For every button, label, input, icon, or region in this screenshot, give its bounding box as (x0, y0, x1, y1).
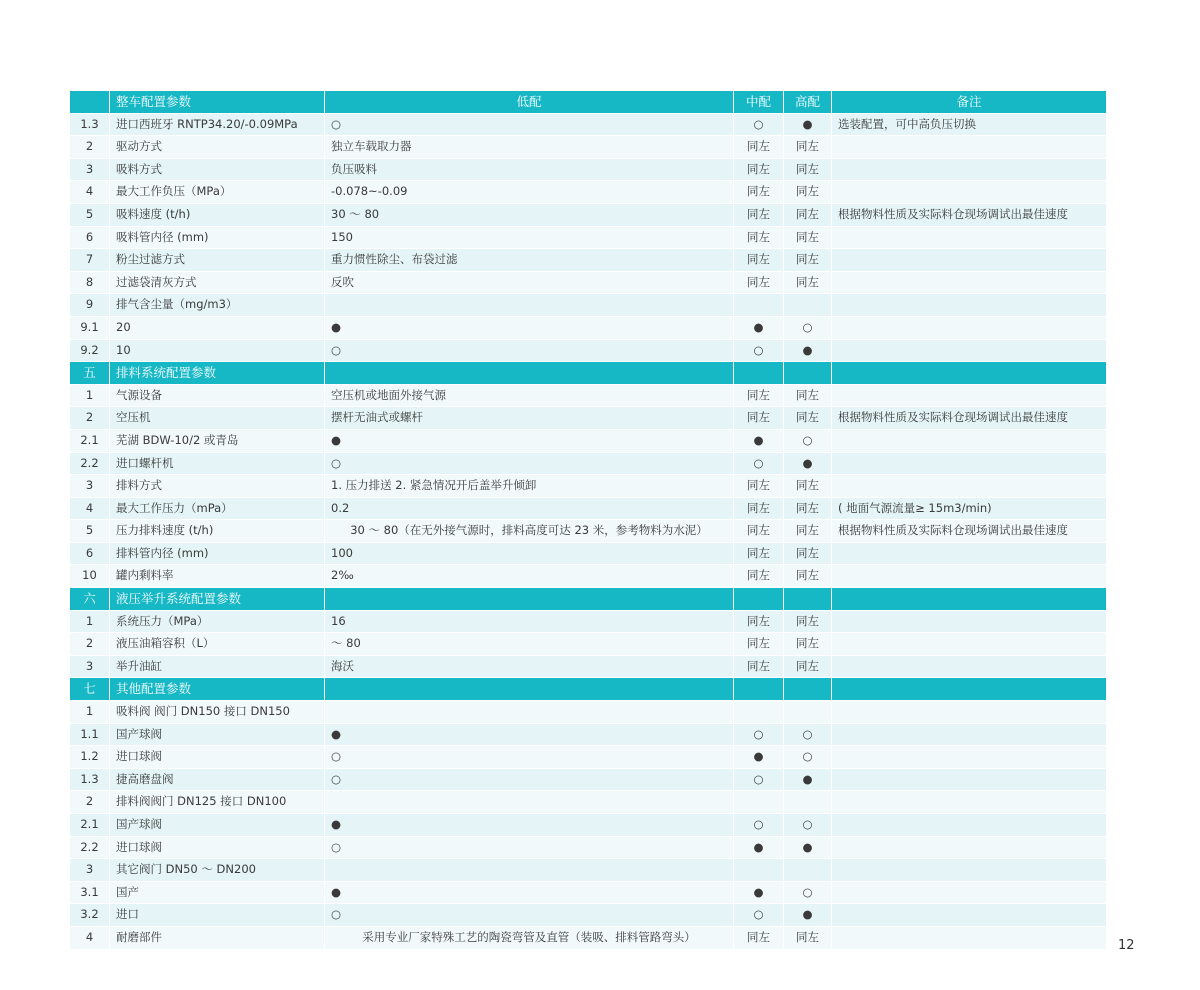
row-low-config: ○ (325, 904, 734, 927)
row-high-config: 同左 (784, 159, 832, 182)
row-number: 1 (70, 611, 110, 634)
row-number: 9 (70, 294, 110, 317)
row-note (832, 904, 1106, 927)
table-row (70, 904, 1106, 927)
page-number: 12 (1118, 938, 1135, 953)
row-note (832, 294, 1106, 317)
row-low-config: 100 (325, 543, 734, 566)
row-low-config: 独立车载取力器 (325, 136, 734, 159)
section-empty (784, 362, 832, 385)
table-row (70, 746, 1106, 769)
row-high-config: ○ (784, 746, 832, 769)
row-item-name: 吸料速度 (t/h) (110, 204, 325, 227)
row-number: 3.1 (70, 882, 110, 905)
row-note (832, 136, 1106, 159)
row-item-name: 排料管内径 (mm) (110, 543, 325, 566)
row-mid-config: ○ (734, 904, 784, 927)
row-note (832, 543, 1106, 566)
row-mid-config: 同左 (734, 656, 784, 679)
row-mid-config: 同左 (734, 498, 784, 521)
row-number: 2.1 (70, 814, 110, 837)
row-mid-config: 同左 (734, 520, 784, 543)
row-mid-config: ○ (734, 114, 784, 137)
row-low-config: 海沃 (325, 656, 734, 679)
row-number: 4 (70, 181, 110, 204)
row-note (832, 633, 1106, 656)
row-note (832, 611, 1106, 634)
row-item-name: 进口球阀 (110, 746, 325, 769)
row-high-config: ● (784, 837, 832, 860)
table-row (70, 724, 1106, 747)
row-number: 1 (70, 701, 110, 724)
row-number: 1.3 (70, 114, 110, 137)
row-mid-config: 同左 (734, 249, 784, 272)
row-high-config (784, 791, 832, 814)
row-mid-config (734, 791, 784, 814)
row-item-name: 最大工作压力（mPa） (110, 498, 325, 521)
row-item-name: 系统压力（MPa） (110, 611, 325, 634)
section-title: 排料系统配置参数 (110, 362, 325, 385)
row-note (832, 159, 1106, 182)
row-number: 6 (70, 227, 110, 250)
row-item-name: 粉尘过滤方式 (110, 249, 325, 272)
row-mid-config: ○ (734, 769, 784, 792)
row-low-config: 1. 压力排送 2. 紧急情况开后盖举升倾卸 (325, 475, 734, 498)
table-row (70, 475, 1106, 498)
row-high-config: 同左 (784, 611, 832, 634)
row-item-name: 空压机 (110, 407, 325, 430)
row-item-name: 过滤袋清灰方式 (110, 272, 325, 295)
row-mid-config: ○ (734, 340, 784, 363)
row-item-name: 耐磨部件 (110, 927, 325, 950)
table-row (70, 520, 1106, 543)
row-note (832, 791, 1106, 814)
section-header-row (70, 362, 1106, 385)
row-low-config: ○ (325, 340, 734, 363)
row-item-name: 10 (110, 340, 325, 363)
row-high-config: 同左 (784, 498, 832, 521)
row-high-config: ○ (784, 814, 832, 837)
row-item-name: 罐内剩料率 (110, 565, 325, 588)
row-number: 2 (70, 633, 110, 656)
row-low-config: ○ (325, 769, 734, 792)
row-low-config (325, 791, 734, 814)
row-high-config: ● (784, 904, 832, 927)
table-row (70, 136, 1106, 159)
row-low-config: 16 (325, 611, 734, 634)
row-note (832, 227, 1106, 250)
row-note (832, 317, 1106, 340)
header-mid: 中配 (734, 91, 784, 114)
section-empty (832, 588, 1106, 611)
row-low-config (325, 701, 734, 724)
row-note (832, 340, 1106, 363)
table-row (70, 633, 1106, 656)
row-low-config: ● (325, 814, 734, 837)
row-note (832, 249, 1106, 272)
row-item-name: 气源设备 (110, 385, 325, 408)
row-low-config: ○ (325, 837, 734, 860)
row-number: 2 (70, 407, 110, 430)
section-empty (325, 362, 734, 385)
section-empty (734, 588, 784, 611)
row-low-config: ～ 80 (325, 633, 734, 656)
table-row (70, 882, 1106, 905)
table-row (70, 791, 1106, 814)
row-mid-config: 同左 (734, 407, 784, 430)
row-high-config: ● (784, 769, 832, 792)
row-note (832, 724, 1106, 747)
row-note (832, 837, 1106, 860)
row-item-name: 进口球阀 (110, 837, 325, 860)
row-note (832, 453, 1106, 476)
row-number: 7 (70, 249, 110, 272)
row-low-config: 150 (325, 227, 734, 250)
row-number: 4 (70, 498, 110, 521)
row-number: 9.2 (70, 340, 110, 363)
row-low-config: 负压吸料 (325, 159, 734, 182)
row-mid-config (734, 859, 784, 882)
row-number: 1 (70, 385, 110, 408)
row-low-config: 反吹 (325, 272, 734, 295)
row-mid-config: 同左 (734, 633, 784, 656)
row-mid-config: 同左 (734, 927, 784, 950)
section-num: 七 (70, 678, 110, 701)
row-note: 根据物料性质及实际料仓现场调试出最佳速度 (832, 407, 1106, 430)
row-item-name: 国产球阀 (110, 814, 325, 837)
row-number: 2.2 (70, 453, 110, 476)
table-row (70, 407, 1106, 430)
row-note (832, 882, 1106, 905)
row-note: ( 地面气源流量≥ 15m3/min) (832, 498, 1106, 521)
row-note: 选装配置，可中高负压切换 (832, 114, 1106, 137)
row-mid-config: ● (734, 882, 784, 905)
row-note (832, 475, 1106, 498)
row-item-name: 举升油缸 (110, 656, 325, 679)
row-low-config: 30 ～ 80 (325, 204, 734, 227)
table-row (70, 453, 1106, 476)
row-mid-config: ○ (734, 814, 784, 837)
row-item-name: 进口西班牙 RNTP34.20/-0.09MPa (110, 114, 325, 137)
row-mid-config: ○ (734, 453, 784, 476)
row-mid-config: 同左 (734, 475, 784, 498)
section-empty (832, 362, 1106, 385)
row-high-config: 同左 (784, 227, 832, 250)
row-note (832, 385, 1106, 408)
table-row (70, 181, 1106, 204)
row-high-config: ● (784, 453, 832, 476)
row-item-name: 排气含尘量（mg/m3） (110, 294, 325, 317)
row-note (832, 181, 1106, 204)
row-high-config (784, 294, 832, 317)
row-item-name: 排料阀阀门 DN125 接口 DN100 (110, 791, 325, 814)
row-number: 3 (70, 656, 110, 679)
row-high-config: 同左 (784, 272, 832, 295)
row-item-name: 吸料方式 (110, 159, 325, 182)
row-number: 3 (70, 159, 110, 182)
row-number: 5 (70, 204, 110, 227)
row-high-config: 同左 (784, 136, 832, 159)
row-note (832, 272, 1106, 295)
row-high-config: 同左 (784, 204, 832, 227)
section-num: 五 (70, 362, 110, 385)
row-low-config: -0.078~-0.09 (325, 181, 734, 204)
row-low-config: 30 ～ 80（在无外接气源时，排料高度可达 23 米，参考物料为水泥） (325, 520, 734, 543)
row-item-name: 驱动方式 (110, 136, 325, 159)
section-header-row (70, 678, 1106, 701)
row-mid-config: ○ (734, 724, 784, 747)
row-mid-config: ● (734, 837, 784, 860)
row-high-config: 同左 (784, 656, 832, 679)
row-low-config: 重力惯性除尘、布袋过滤 (325, 249, 734, 272)
row-low-config: ○ (325, 746, 734, 769)
row-note (832, 430, 1106, 453)
table-row (70, 769, 1106, 792)
row-note (832, 746, 1106, 769)
row-item-name: 最大工作负压（MPa） (110, 181, 325, 204)
table-row (70, 227, 1106, 250)
table-row (70, 249, 1106, 272)
row-high-config: ○ (784, 724, 832, 747)
row-low-config: ● (325, 317, 734, 340)
table-row (70, 565, 1106, 588)
row-high-config: 同左 (784, 249, 832, 272)
table-row (70, 498, 1106, 521)
table-row (70, 859, 1106, 882)
section-empty (734, 678, 784, 701)
row-number: 2.1 (70, 430, 110, 453)
row-mid-config: 同左 (734, 227, 784, 250)
row-note (832, 814, 1106, 837)
row-mid-config (734, 701, 784, 724)
row-note (832, 565, 1106, 588)
table-row (70, 837, 1106, 860)
section-empty (734, 362, 784, 385)
row-low-config: 2‰ (325, 565, 734, 588)
section-empty (784, 678, 832, 701)
row-high-config (784, 859, 832, 882)
header-num (70, 91, 110, 114)
row-high-config (784, 701, 832, 724)
table-row (70, 204, 1106, 227)
spec-table (70, 91, 1106, 950)
row-high-config: 同左 (784, 543, 832, 566)
row-item-name: 其它阀门 DN50 ～ DN200 (110, 859, 325, 882)
row-item-name: 国产球阀 (110, 724, 325, 747)
row-mid-config: 同左 (734, 272, 784, 295)
row-number: 4 (70, 927, 110, 950)
row-low-config (325, 859, 734, 882)
row-note (832, 859, 1106, 882)
row-number: 1.1 (70, 724, 110, 747)
row-high-config: ○ (784, 430, 832, 453)
row-low-config: 采用专业厂家特殊工艺的陶瓷弯管及直管（装吸、排料管路弯头） (325, 927, 734, 950)
header-high: 高配 (784, 91, 832, 114)
row-note: 根据物料性质及实际料仓现场调试出最佳速度 (832, 204, 1106, 227)
header-low: 低配 (325, 91, 734, 114)
row-mid-config (734, 294, 784, 317)
row-number: 5 (70, 520, 110, 543)
row-high-config: 同左 (784, 927, 832, 950)
row-mid-config: ● (734, 430, 784, 453)
row-high-config: 同左 (784, 565, 832, 588)
row-number: 8 (70, 272, 110, 295)
row-mid-config: 同左 (734, 181, 784, 204)
table-row (70, 385, 1106, 408)
row-high-config: ● (784, 340, 832, 363)
row-item-name: 进口 (110, 904, 325, 927)
table-row (70, 611, 1106, 634)
row-item-name: 国产 (110, 882, 325, 905)
row-item-name: 吸料管内径 (mm) (110, 227, 325, 250)
spec-table-body (70, 114, 1106, 950)
row-low-config (325, 294, 734, 317)
row-mid-config: ● (734, 317, 784, 340)
header-item: 整车配置参数 (110, 91, 325, 114)
row-high-config: 同左 (784, 475, 832, 498)
row-number: 2 (70, 791, 110, 814)
row-high-config: ● (784, 114, 832, 137)
row-item-name: 压力排料速度 (t/h) (110, 520, 325, 543)
header-note: 备注 (832, 91, 1106, 114)
section-empty (832, 678, 1106, 701)
row-low-config: ● (325, 724, 734, 747)
row-low-config: ● (325, 882, 734, 905)
row-low-config: ○ (325, 114, 734, 137)
section-num: 六 (70, 588, 110, 611)
row-high-config: ○ (784, 317, 832, 340)
row-high-config: 同左 (784, 633, 832, 656)
row-mid-config: 同左 (734, 385, 784, 408)
row-note (832, 656, 1106, 679)
row-number: 1.2 (70, 746, 110, 769)
row-mid-config: ● (734, 746, 784, 769)
row-item-name: 捷高磨盘阀 (110, 769, 325, 792)
table-row (70, 317, 1106, 340)
row-low-config: ● (325, 430, 734, 453)
row-high-config: ○ (784, 882, 832, 905)
table-row (70, 814, 1106, 837)
row-high-config: 同左 (784, 181, 832, 204)
section-empty (784, 588, 832, 611)
row-number: 9.1 (70, 317, 110, 340)
table-row (70, 294, 1106, 317)
row-item-name: 液压油箱容积（L） (110, 633, 325, 656)
row-item-name: 20 (110, 317, 325, 340)
row-number: 2.2 (70, 837, 110, 860)
row-item-name: 排料方式 (110, 475, 325, 498)
table-header-row (70, 91, 1106, 114)
row-item-name: 吸料阀 阀门 DN150 接口 DN150 (110, 701, 325, 724)
table-row (70, 114, 1106, 137)
section-header-row (70, 588, 1106, 611)
row-note (832, 701, 1106, 724)
table-row (70, 159, 1106, 182)
table-row (70, 272, 1106, 295)
table-row (70, 430, 1106, 453)
row-item-name: 芜湖 BDW-10/2 或青岛 (110, 430, 325, 453)
row-number: 10 (70, 565, 110, 588)
row-note (832, 769, 1106, 792)
row-number: 2 (70, 136, 110, 159)
row-note: 根据物料性质及实际料仓现场调试出最佳速度 (832, 520, 1106, 543)
table-row (70, 927, 1106, 950)
row-low-config: 0.2 (325, 498, 734, 521)
section-empty (325, 678, 734, 701)
row-low-config: 摆杆无油式或螺杆 (325, 407, 734, 430)
section-title: 液压举升系统配置参数 (110, 588, 325, 611)
row-number: 3 (70, 475, 110, 498)
row-high-config: 同左 (784, 520, 832, 543)
table-row (70, 543, 1106, 566)
row-mid-config: 同左 (734, 543, 784, 566)
row-low-config: 空压机或地面外接气源 (325, 385, 734, 408)
row-mid-config: 同左 (734, 204, 784, 227)
table-row (70, 656, 1106, 679)
row-mid-config: 同左 (734, 159, 784, 182)
section-title: 其他配置参数 (110, 678, 325, 701)
row-mid-config: 同左 (734, 565, 784, 588)
row-mid-config: 同左 (734, 611, 784, 634)
row-high-config: 同左 (784, 407, 832, 430)
row-high-config: 同左 (784, 385, 832, 408)
table-row (70, 701, 1106, 724)
row-number: 6 (70, 543, 110, 566)
row-note (832, 927, 1106, 950)
row-item-name: 进口螺杆机 (110, 453, 325, 476)
row-mid-config: 同左 (734, 136, 784, 159)
section-empty (325, 588, 734, 611)
table-row (70, 340, 1106, 363)
row-number: 3 (70, 859, 110, 882)
row-number: 1.3 (70, 769, 110, 792)
row-number: 3.2 (70, 904, 110, 927)
row-low-config: ○ (325, 453, 734, 476)
